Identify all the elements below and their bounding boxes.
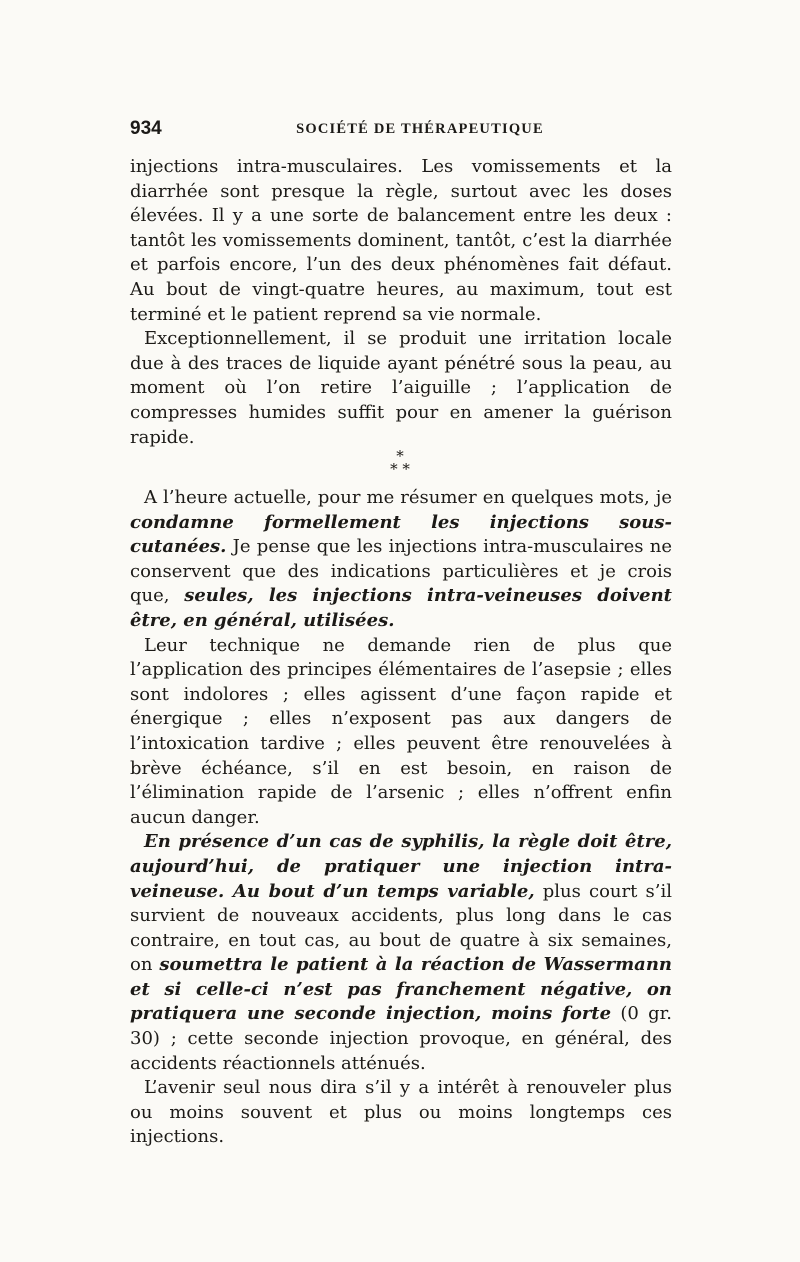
text-run: A l’heure actuelle, pour me résumer en quelques mots, je: [144, 487, 672, 508]
emphasis: seules, les injections intra-veineuses doivent être, en général, utilisées.: [130, 585, 672, 631]
emphasis: soumettra le patient à la réaction de Wassermann et si celle-ci n’est pas franchement négative, on pratiquera une seconde injection, moins forte: [130, 954, 672, 1025]
paragraph: Leur technique ne demande rien de plus que l’application des principes élémentaires de l’asepsie ; elles sont indolores ; elles agissent d’une façon rapide et énergique ; elles n’exposent pas aux dangers de l’intoxication tardive ; elles peuvent être renouvelées à brève échéance, s’il en est besoin, en raison de l’élimination rapide de l’arsenic ; elles n’offrent enfin aucun danger.: [130, 634, 672, 828]
text-run: Je pense que les injections intra-musculaires ne conservent que des indications particulières et je crois que,: [130, 536, 672, 607]
emphasis: condamne formellement les injections sous-cutanées.: [130, 511, 672, 558]
paragraph: L’avenir seul nous dira s’il y a intérêt à renouveler plus ou moins souvent et plus ou moins longtemps ces injections.: [130, 1077, 672, 1148]
asterism-top: *: [396, 447, 404, 465]
body-text-section-2: [130, 486, 672, 1150]
page-header: [130, 118, 670, 146]
page-number: 934: [130, 118, 162, 139]
paragraph: [130, 486, 672, 634]
paragraph: [130, 830, 672, 1076]
asterism-divider: [370, 447, 430, 478]
text-run: plus court s’il survient de nouveaux accidents, plus long dans le cas contraire, en tout cas, au bout de quatre à six semaines, on: [130, 880, 672, 976]
paragraph: Exceptionnellement, il se produit une irritation locale due à des traces de liquide ayant pénétré sous la peau, au moment où l’on retire l’aiguille ; l’application de compresses humides suffit pour en amener la guérison rapide.: [130, 328, 672, 448]
text-run: (0 gr. 30) ; cette seconde injection provoque, en général, des accidents réactionnels atténués.: [130, 1003, 672, 1074]
asterism-bottom: * *: [390, 460, 410, 478]
body-text-section-1: [130, 155, 672, 450]
paragraph: injections intra-musculaires. Les vomissements et la diarrhée sont presque la règle, surtout avec les doses élevées. Il y a une sorte de balancement entre les deux : tantôt les vomissements dominent, tantôt, c’est la diarrhée et parfois encore, l’un des deux phénomènes fait défaut. Au bout de vingt-quatre heures, au maximum, tout est terminé et le patient reprend sa vie normale.: [130, 156, 672, 325]
emphasis: En présence d’un cas de syphilis, la règle doit être, aujourd’hui, de pratiquer une injection intra-veineuse. Au bout d’un temps variable,: [130, 831, 672, 902]
running-title: SOCIÉTÉ DE THÉRAPEUTIQUE: [296, 121, 544, 137]
